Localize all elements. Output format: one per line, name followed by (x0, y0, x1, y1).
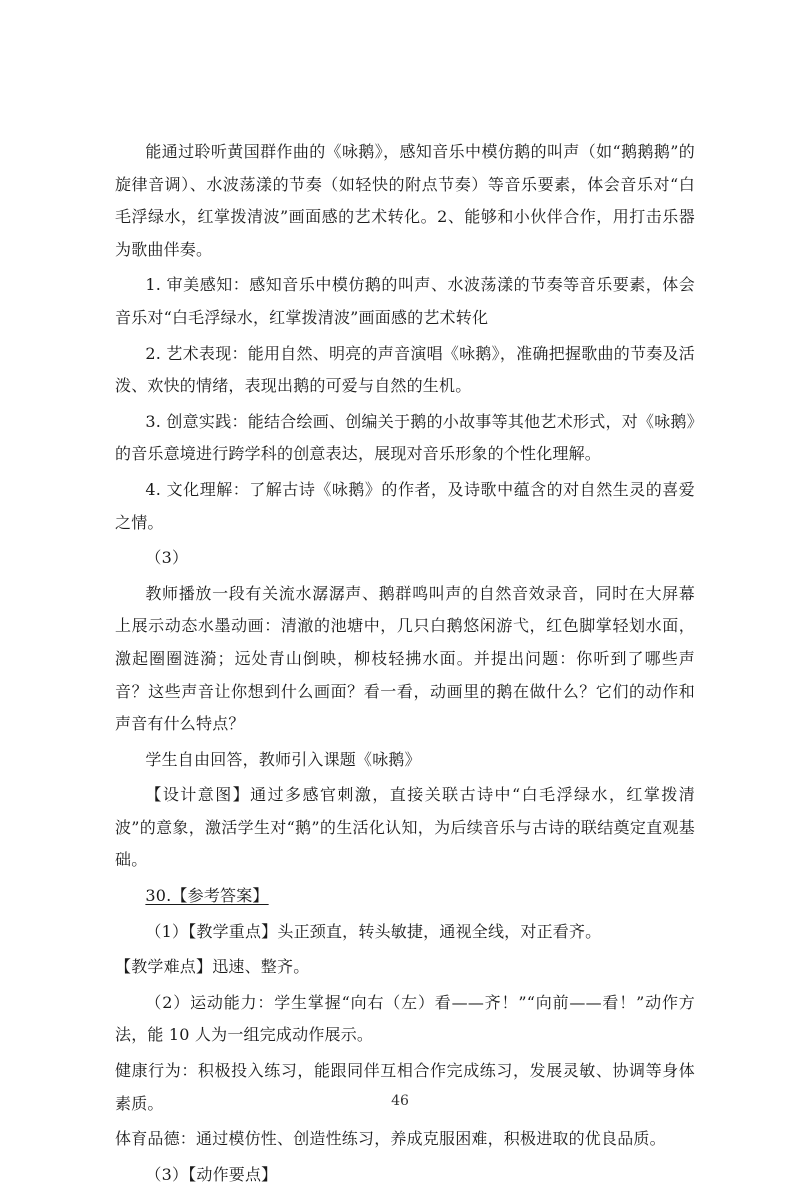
document-body (115, 136, 695, 1191)
page-number: 46 (391, 1093, 409, 1109)
paragraph-aesthetic-perception: 1. 审美感知：感知音乐中模仿鹅的叫声、水波荡漾的节奏等音乐要素，体会音乐对“白毛浮绿水，红掌拨清波”画面感的艺术转化 (115, 275, 695, 327)
paragraph-motor-ability: （2）运动能力：学生掌握“向右（左）看——齐！”“向前——看！”动作方法，能 10 人为一组完成动作展示。 (115, 992, 695, 1045)
paragraph-cultural-understanding: 4. 文化理解：了解古诗《咏鹅》的作者，及诗歌中蕴含的对自然生灵的喜爱之情。 (115, 479, 695, 532)
paragraph-teaching-difficulty: 【教学难点】迅速、整齐。 (115, 957, 310, 977)
paragraph-artistic-expression: 2. 艺术表现：能用自然、明亮的声音演唱《咏鹅》，准确把握歌曲的节奏及活泼、欢快的情绪，表现出鹅的可爱与自然的生机。 (115, 343, 695, 396)
paragraph-teaching-focus: （1）【教学重点】头正颈直，转头敏捷，通视全线，对正看齐。 (145, 921, 602, 941)
answer-heading-text: 30.【参考答案】 (145, 886, 269, 906)
answer-heading (115, 880, 695, 913)
paragraph-teacher-activity: 教师播放一段有关流水潺潺声、鹅群鸣叫声的自然音效录音，同时在大屏幕上展示动态水墨动画：清澈的池塘中，几只白鹅悠闲游弋，红色脚掌轻划水面，激起圈圈涟漪；远处青山倒映，柳枝轻拂水面。并提出问题：你听到了哪些声音？这些声音让你想到什么画面？看一看，动画里的鹅在做什么？它们的动作和声音有什么特点？ (115, 583, 695, 734)
paragraph-student-answer: 学生自由回答，教师引入课题《咏鹅》 (145, 749, 421, 769)
paragraph-sports-ethics: 体育品德：通过模仿性、创造性练习，养成克服困难，积极进取的优良品质。 (115, 1129, 666, 1149)
paragraph-objectives-intro: 能通过聆听黄国群作曲的《咏鹅》，感知音乐中模仿鹅的叫声（如“鹅鹅鹅”的旋律音调）、水波荡漾的节奏（如轻快的附点节奏）等音乐要素，体会音乐对“白毛浮绿水，红掌拨清波”画面感的艺术转化。2、能够和小伙伴合作，用打击乐器为歌曲伴奏。 (115, 142, 695, 259)
paragraph-creative-practice: 3. 创意实践：能结合绘画、创编关于鹅的小故事等其他艺术形式，对《咏鹅》的音乐意境进行跨学科的创意表达，展现对音乐形象的个性化理解。 (115, 411, 695, 464)
paragraph-health-behavior: 健康行为：积极投入练习，能跟同伴互相合作完成练习，发展灵敏、协调等身体素质。 (115, 1061, 695, 1113)
paragraph-design-intent: 【设计意图】通过多感官刺激，直接关联古诗中“白毛浮绿水，红掌拨清波”的意象，激活学生对“鹅”的生活化认知，为后续音乐与古诗的联结奠定直观基础。 (115, 785, 695, 870)
paragraph-action-points: （3）【动作要点】 (145, 1164, 278, 1184)
paragraph-section-3-label: （3） (145, 548, 189, 568)
